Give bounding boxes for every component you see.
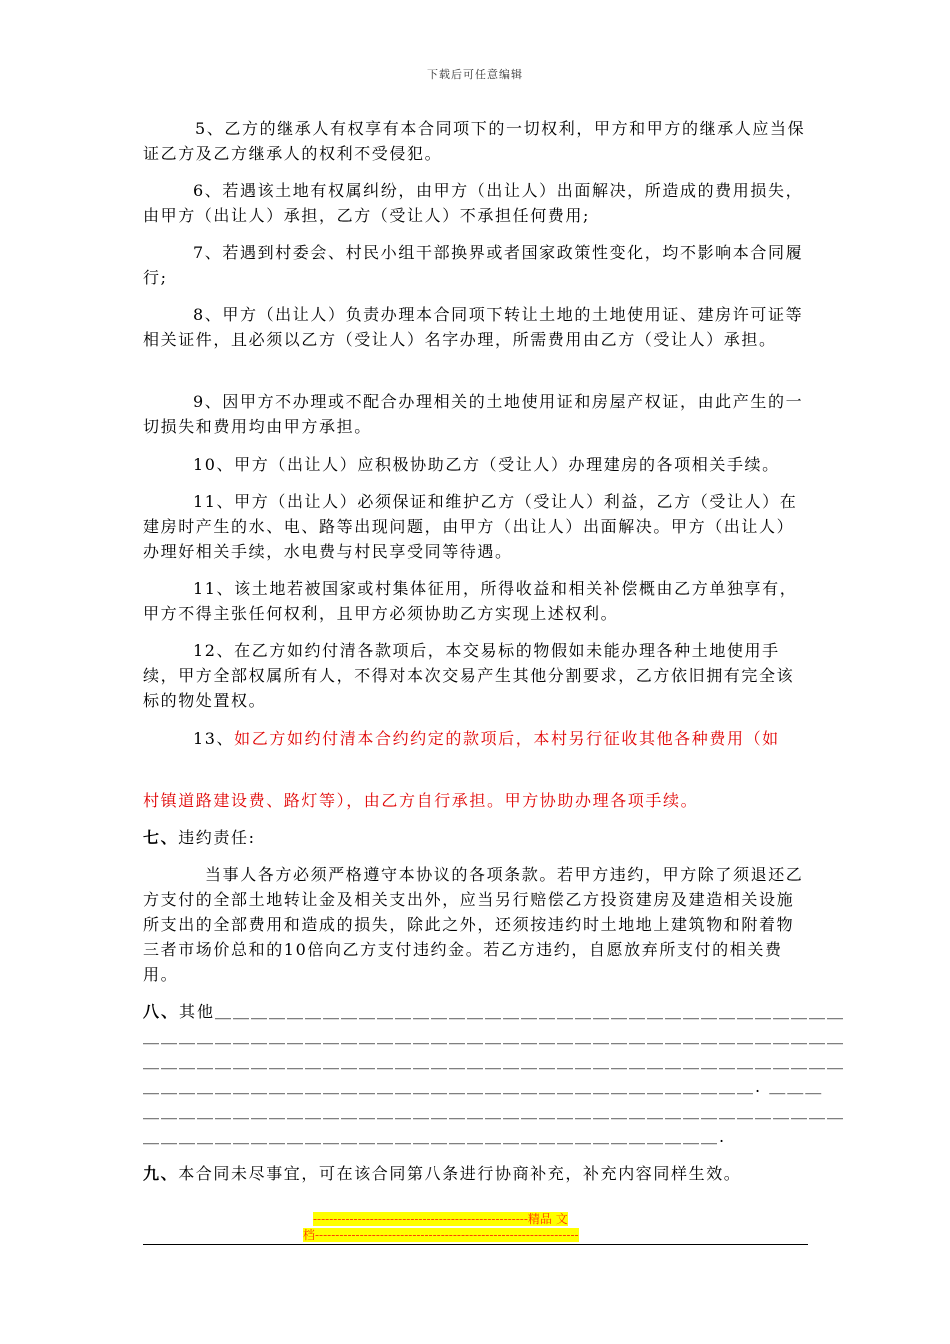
footer-text: -----------------------------------------------------精品 文 — [313, 1212, 568, 1226]
section-7-title: 违约责任: — [178, 828, 256, 847]
section-8-title: 其他 — [179, 1002, 216, 1021]
clause-6: 6、若遇该土地有权属纠纷，由甲方（出让人）出面解决，所造成的费用损失，由甲方（出让人）承担，乙方（受让人）不承担任何费用; — [143, 181, 804, 225]
section-7-number: 七、 — [143, 828, 179, 847]
footer-watermark-line-2 — [303, 1227, 653, 1243]
section-8-first-line — [143, 999, 846, 1024]
blank-line-segment: . ＿＿＿ — [755, 1077, 824, 1096]
clause-10: 10、甲方（出让人）应积极协助乙方（受让人）办理建房的各项相关手续。 — [193, 455, 780, 474]
clause-13-number: 13、 — [193, 729, 235, 748]
clause-9: 9、因甲方不办理或不配合办理相关的土地使用证和房屋产权证，由此产生的一切损失和费用均由甲方承担。 — [143, 392, 804, 436]
blank-line — [143, 1074, 824, 1099]
clause-13-red-text: 如乙方如约付清本合约约定的款项后，本村另行征收其他各种费用（如 — [234, 729, 780, 748]
section-9-number: 九、 — [143, 1164, 179, 1183]
blank-line: ＿＿＿＿＿＿＿＿＿＿＿＿＿＿＿＿＿＿＿＿＿＿＿＿＿＿＿＿＿＿＿＿. — [143, 1127, 727, 1146]
section-9-body: 本合同未尽事宜，可在该合同第八条进行协商补充，补充内容同样生效。 — [178, 1164, 742, 1183]
clause-11a: 11、甲方（出让人）必须保证和维护乙方（受让人）利益，乙方（受让人）在建房时产生的水、电、路等出现问题，由甲方（出让人）出面解决。甲方（出让人）办理好相关手续，水电费与村民享受同等待遇。 — [143, 492, 798, 561]
clause-7: 7、若遇到村委会、村民小组干部换界或者国家政策性变化，均不影响本合同履行; — [143, 243, 804, 287]
section-9 — [143, 1161, 808, 1186]
blank-line: ＿＿＿＿＿＿＿＿＿＿＿＿＿＿＿＿＿＿＿＿＿＿＿＿＿＿＿＿＿＿＿＿＿＿＿＿＿＿＿ — [143, 1027, 846, 1046]
section-7-body: 当事人各方必须严格遵守本协议的各项条款。若甲方违约，甲方除了须退还乙方支付的全部土地转让金及相关支出外，应当另行赔偿乙方投资建房及建造相关设施所支出的全部费用和造成的损失，除此之外，还须按违约时土地地上建筑物和附着物三者市场价总和的10倍向乙方支付违约金。若乙方违约，自愿放弃所支付的相关费用。 — [143, 865, 804, 984]
blank-line: ＿＿＿＿＿＿＿＿＿＿＿＿＿＿＿＿＿＿＿＿＿＿＿＿＿＿＿＿＿＿＿＿＿＿＿＿＿＿＿ — [143, 1102, 846, 1121]
clause-11b: 11、该土地若被国家或村集体征用，所得收益和相关补偿概由乙方单独享有，甲方不得主张任何权利，且甲方必须协助乙方实现上述权利。 — [143, 579, 798, 623]
section-8-number: 八、 — [143, 1002, 180, 1021]
clause-13-continued: 村镇道路建设费、路灯等），由乙方自行承担。甲方协助办理各项手续。 — [143, 791, 699, 810]
footer-watermark-line-1 — [313, 1211, 663, 1227]
footer-text: 档----------------------------------------------------------------- — [303, 1228, 579, 1242]
footer-divider — [143, 1244, 808, 1245]
page-header: 下载后可任意编辑 — [427, 68, 523, 81]
blank-line: ＿＿＿＿＿＿＿＿＿＿＿＿＿＿＿＿＿＿＿＿＿＿＿＿＿＿＿＿＿＿＿＿＿＿＿ — [215, 1002, 846, 1021]
blank-line-segment: ＿＿＿＿＿＿＿＿＿＿＿＿＿＿＿＿＿＿＿＿＿＿＿＿＿＿＿＿＿＿＿＿＿＿ — [143, 1077, 756, 1096]
section-7-heading — [143, 825, 808, 850]
blank-line: ＿＿＿＿＿＿＿＿＿＿＿＿＿＿＿＿＿＿＿＿＿＿＿＿＿＿＿＿＿＿＿＿＿＿＿＿＿＿＿ — [143, 1052, 846, 1071]
clause-8: 8、甲方（出让人）负责办理本合同项下转让土地的土地使用证、建房许可证等相关证件，且必须以乙方（受让人）名字办理，所需费用由乙方（受让人）承担。 — [143, 305, 804, 349]
clause-5: 5、乙方的继承人有权享有本合同项下的一切权利，甲方和甲方的继承人应当保证乙方及乙方继承人的权利不受侵犯。 — [143, 119, 806, 163]
clause-12: 12、在乙方如约付清各款项后，本交易标的物假如未能办理各种土地使用手续，甲方全部权属所有人，不得对本次交易产生其他分割要求，乙方依旧拥有完全该标的物处置权。 — [143, 641, 795, 710]
clause-13 — [143, 726, 808, 751]
